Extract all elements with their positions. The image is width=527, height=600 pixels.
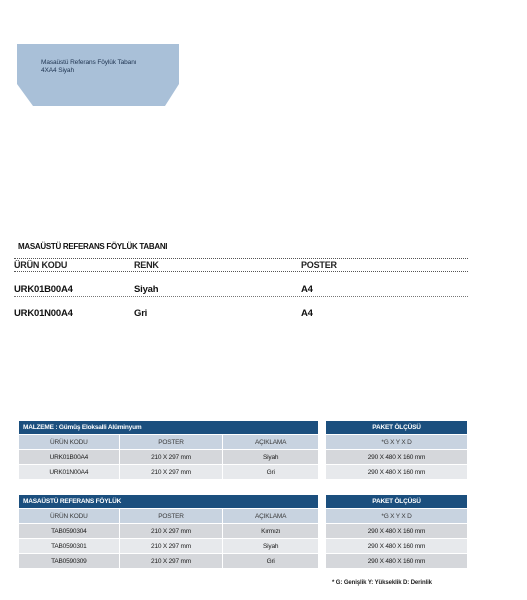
column-header: POSTER <box>119 435 223 450</box>
spec-title: MASAÜSTÜ REFERANS FÖYLÜK TABANI <box>18 242 168 251</box>
cell-description: Siyah <box>223 450 319 465</box>
spec-header-row <box>14 258 468 272</box>
cell-poster: 210 X 297 mm <box>119 524 223 539</box>
table-row <box>326 450 468 465</box>
package-header: *G X Y X D <box>326 435 468 450</box>
column-header: AÇIKLAMA <box>223 435 319 450</box>
cell-code: TAB0590301 <box>19 539 120 554</box>
spec-row <box>14 283 468 297</box>
package-size: 290 X 480 X 160 mm <box>326 554 468 569</box>
table-row <box>326 524 468 539</box>
table-row <box>19 450 319 465</box>
table-row <box>326 465 468 480</box>
cell-description: Siyah <box>223 539 319 554</box>
column-header: ÜRÜN KODU <box>19 435 120 450</box>
material-table-title: MALZEME : Gümüş Eloksalli Alüminyum <box>19 421 319 435</box>
table-row <box>19 524 319 539</box>
package-title: PAKET ÖLÇÜSÜ <box>326 421 468 435</box>
cell-description: Gri <box>223 465 319 480</box>
cell-poster: 210 X 297 mm <box>119 554 223 569</box>
product-table <box>18 494 319 569</box>
table-row <box>19 539 319 554</box>
cell-poster: 210 X 297 mm <box>119 539 223 554</box>
package-size: 290 X 480 X 160 mm <box>326 524 468 539</box>
column-header: POSTER <box>119 509 223 524</box>
cell-code: TAB0590304 <box>19 524 120 539</box>
product-label-badge <box>17 44 179 106</box>
spec-table <box>14 258 468 321</box>
cell-code: URK01N00A4 <box>19 465 120 480</box>
table-row <box>326 554 468 569</box>
badge-shape <box>17 44 179 106</box>
badge-text <box>41 59 136 75</box>
package-table-1 <box>325 420 468 480</box>
package-size: 290 X 480 X 160 mm <box>326 450 468 465</box>
spec-cell-poster: A4 <box>301 284 313 295</box>
package-size: 290 X 480 X 160 mm <box>326 539 468 554</box>
table-row <box>19 554 319 569</box>
package-header: *G X Y X D <box>326 509 468 524</box>
package-size: 290 X 480 X 160 mm <box>326 465 468 480</box>
column-header: AÇIKLAMA <box>223 509 319 524</box>
spec-header-color: RENK <box>134 260 159 270</box>
badge-line-1: Masaüstü Referans Föylük Tabanı <box>41 59 137 66</box>
product-table-title: MASAÜSTÜ REFERANS FÖYLÜK <box>19 495 319 509</box>
spec-row <box>14 307 468 321</box>
column-header: ÜRÜN KODU <box>19 509 120 524</box>
cell-code: URK01B00A4 <box>19 450 120 465</box>
spec-header-code: ÜRÜN KODU <box>14 260 68 270</box>
cell-poster: 210 X 297 mm <box>119 465 223 480</box>
table-row <box>19 465 319 480</box>
spec-cell-color: Siyah <box>134 284 159 295</box>
material-table <box>18 420 319 480</box>
spec-cell-code: URK01N00A4 <box>14 308 73 319</box>
package-title: PAKET ÖLÇÜSÜ <box>326 495 468 509</box>
package-table-2 <box>325 494 468 569</box>
spec-cell-poster: A4 <box>301 308 313 319</box>
cell-poster: 210 X 297 mm <box>119 450 223 465</box>
dimension-footnote: * G: Genişlik Y: Yükseklik D: Derinlik <box>332 580 432 586</box>
spec-cell-code: URK01B00A4 <box>14 284 73 295</box>
badge-line-2: 4XA4 Siyah <box>41 67 74 74</box>
spec-cell-color: Gri <box>134 308 148 319</box>
cell-description: Kırmızı <box>223 524 319 539</box>
table-row <box>326 539 468 554</box>
cell-description: Gri <box>223 554 319 569</box>
spec-header-poster: POSTER <box>301 260 337 270</box>
cell-code: TAB0590309 <box>19 554 120 569</box>
